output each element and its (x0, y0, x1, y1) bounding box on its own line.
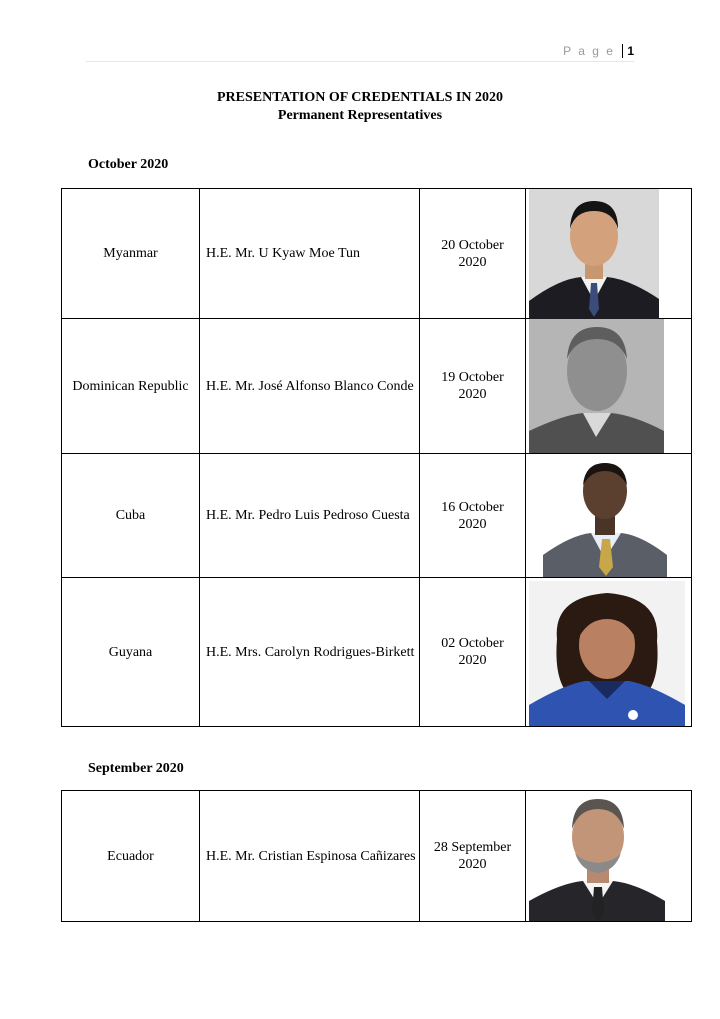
country-cell: Cuba (62, 454, 200, 578)
credentials-table-october (61, 188, 692, 727)
country-cell: Ecuador (62, 791, 200, 922)
photo-cell (526, 791, 692, 922)
country-cell: Dominican Republic (62, 319, 200, 454)
page-number: 1 (622, 44, 634, 58)
portrait-photo (529, 581, 685, 726)
section-heading-september: September 2020 (88, 761, 184, 776)
page-header (86, 44, 634, 62)
credentials-table-september (61, 790, 692, 922)
country-cell: Myanmar (62, 189, 200, 319)
table-row (62, 578, 692, 727)
page-number-label: P a g e 1 (563, 44, 634, 58)
table-row (62, 189, 692, 319)
table-row (62, 791, 692, 922)
country-cell: Guyana (62, 578, 200, 727)
name-cell: H.E. Mrs. Carolyn Rodrigues-Birkett (200, 578, 420, 727)
photo-cell (526, 454, 692, 578)
date-cell: 19 October 2020 (420, 319, 526, 454)
name-cell: H.E. Mr. Cristian Espinosa Cañizares (200, 791, 420, 922)
table-row (62, 454, 692, 578)
portrait-photo (529, 189, 659, 319)
document-subtitle: Permanent Representatives (277, 108, 443, 123)
table-row (62, 319, 692, 454)
portrait-photo (529, 319, 664, 453)
photo-cell (526, 189, 692, 319)
date-cell: 20 October 2020 (420, 189, 526, 319)
name-cell: H.E. Mr. U Kyaw Moe Tun (200, 189, 420, 319)
portrait-photo (529, 791, 665, 921)
photo-cell (526, 319, 692, 454)
document-title: PRESENTATION OF CREDENTIALS IN 2020 (216, 90, 503, 105)
date-cell: 28 September 2020 (420, 791, 526, 922)
portrait-photo (543, 459, 667, 577)
name-cell: H.E. Mr. Pedro Luis Pedroso Cuesta (200, 454, 420, 578)
name-cell: H.E. Mr. José Alfonso Blanco Conde (200, 319, 420, 454)
section-heading-october: October 2020 (88, 157, 169, 172)
date-cell: 16 October 2020 (420, 454, 526, 578)
photo-cell (526, 578, 692, 727)
date-cell: 02 October 2020 (420, 578, 526, 727)
